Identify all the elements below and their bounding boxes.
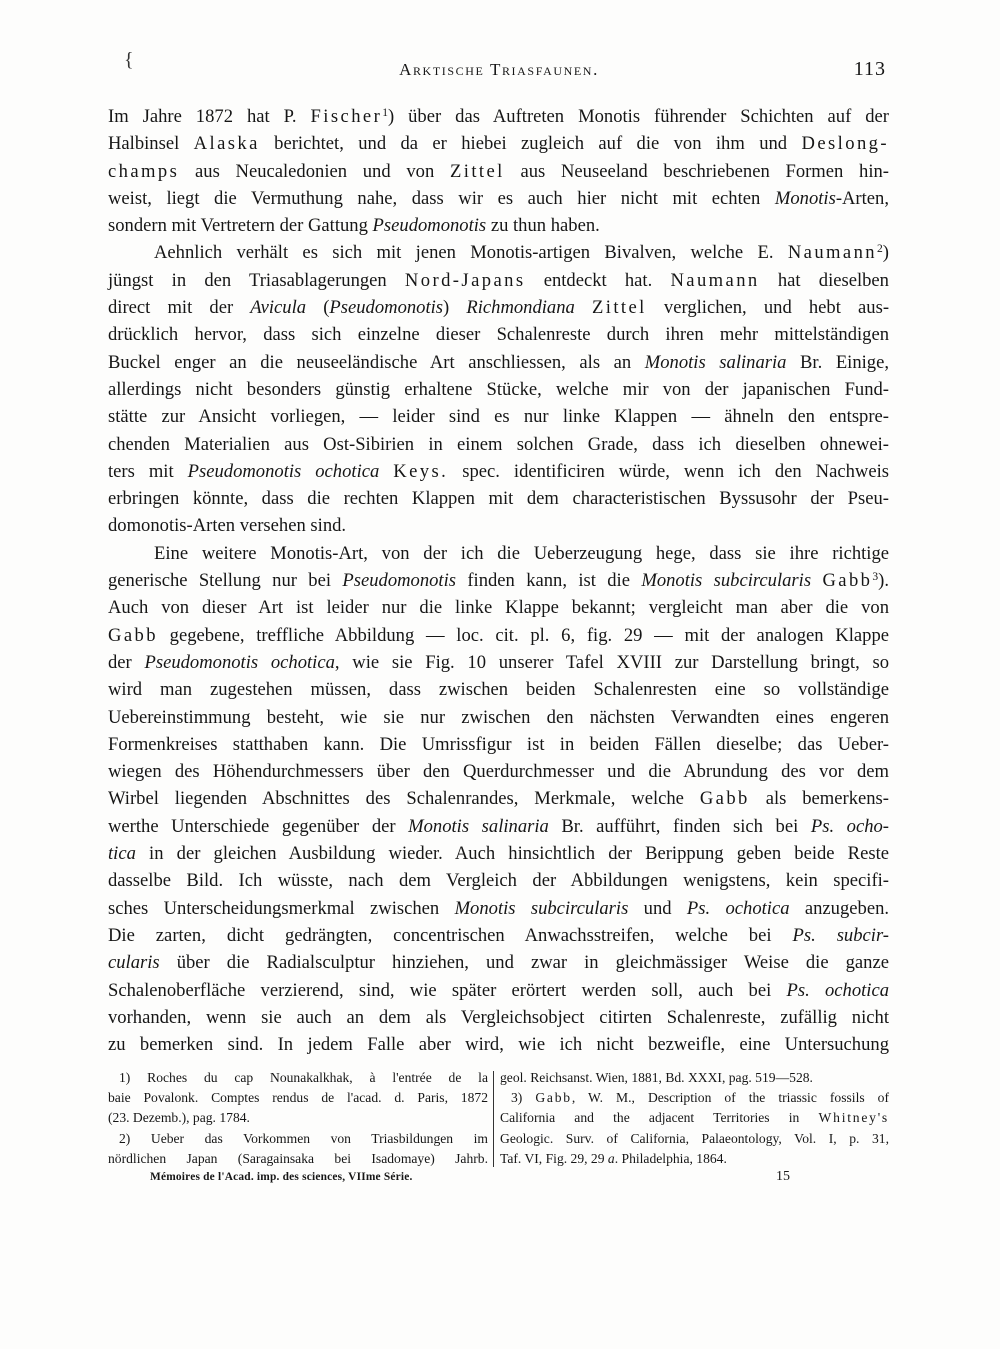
text-run: allerdings nicht besonders günstig erhaltene Stücke, welche mir von der japanischen Fund- [108, 378, 889, 400]
body-line [108, 785, 889, 812]
body-line [108, 376, 889, 403]
italic-term: Avicula [250, 297, 307, 319]
spaced-name: Gabb [108, 624, 158, 646]
text-run: als bemerkens- [749, 788, 889, 810]
text-run: sondern mit Vertretern der Gattung [108, 215, 373, 237]
spaced-name: Nord-Japans [404, 269, 526, 291]
text-run: werthe Unterschiede gegenüber der [108, 815, 409, 837]
footnote-line [108, 1088, 488, 1108]
text-run [575, 297, 592, 318]
text-run: Br. Einige, [786, 351, 890, 373]
body-line [108, 431, 889, 458]
text-run: entdeckt hat. [525, 269, 671, 291]
body-line [108, 676, 889, 703]
spaced-name: Gabb [822, 570, 873, 592]
text-run: Die zarten, dicht gedrängten, concentrischen Anwachsstreifen, welche bei [108, 924, 793, 946]
text-run: Im Jahre 1872 hat P. [108, 106, 311, 127]
text-run: ) über das Auftreten Monotis führender Schichten auf der [387, 106, 889, 127]
spaced-name: Gabb [699, 788, 750, 810]
body-line [108, 185, 889, 212]
body-line [108, 895, 889, 922]
body-line [108, 977, 889, 1004]
italic-term: Ps. subcir- [792, 924, 889, 946]
text-run: ) [443, 297, 467, 319]
body-line [108, 403, 889, 430]
spaced-name: Zittel [449, 160, 505, 182]
text-run: 3) [511, 1090, 536, 1106]
text-run: generische Stellung nur bei [108, 570, 343, 592]
body-line [108, 867, 889, 894]
text-run: 1) Roches du cap Nounakalkhak, à l'entrée de la [119, 1070, 488, 1085]
spaced-name: Naumann [670, 269, 760, 291]
text-run: verglichen, und hebt aus- [646, 297, 890, 319]
italic-term: Ps. ochotica [686, 897, 790, 919]
text-run: zu thun haben. [486, 215, 600, 237]
body-line [108, 731, 889, 758]
body-line [108, 103, 889, 130]
footnote-line [500, 1149, 889, 1169]
text-run: California and the adjacent Territories in [500, 1110, 819, 1126]
body-line [108, 840, 889, 867]
spaced-name: Fischer [310, 106, 383, 127]
text-run: erbringen könnte, dass die rechten Klappen mit dem characteristischen Byssusohr der Pseu- [108, 488, 889, 510]
italic-term: cularis [108, 952, 160, 974]
spaced-name: Keys. [393, 460, 449, 482]
text-run: spec. identificiren würde, wenn ich den Nachweis [448, 460, 889, 482]
text-run: baie Povalonk. Comptes rendus de l'acad. d. Paris, 1872 [108, 1090, 488, 1106]
italic-term: Monotis subcircularis [454, 897, 629, 919]
italic-term: Pseudomonotis [329, 297, 444, 319]
page-number: 113 [853, 58, 886, 80]
text-run: weist, liegt die Vermuthung nahe, dass wir es auch hier nicht mit echten [108, 187, 775, 209]
italic-term: Pseudomonotis [342, 570, 456, 592]
text-run: , W. M., Description of the triassic fossils of [571, 1090, 889, 1106]
italic-term: Monotis salinaria [644, 351, 787, 373]
footnote-line [500, 1068, 889, 1088]
text-run: direct mit der [108, 297, 251, 319]
text-run: chenden Materialien aus Ost-Sibirien in einem solchen Grade, dass ich dieselben ohnewei- [108, 433, 889, 455]
text-run [811, 570, 822, 591]
body-line [108, 622, 889, 649]
italic-term: Monotis [774, 187, 836, 209]
body-line [108, 239, 889, 266]
footnote-line [108, 1129, 488, 1149]
italic-term: a [607, 1150, 615, 1166]
text-run: Auch von dieser Art ist leider nur die linke Klappe bekannt; vergleicht man aber die von [108, 597, 889, 619]
italic-term: Ps. ocho- [810, 815, 889, 837]
text-run: gegebene, treffliche Abbildung — loc. cit. pl. 6, fig. 29 — mit der analogen Klappe [157, 624, 889, 646]
margin-mark: { [124, 49, 134, 71]
spaced-name: champs [108, 160, 180, 182]
body-line [108, 567, 889, 594]
body-line [108, 130, 889, 157]
text-run: jüngst in den Triasablagerungen [108, 269, 405, 291]
body-line [108, 321, 889, 348]
signature-mark: 15 [776, 1169, 790, 1184]
text-run: Eine weitere Monotis-Art, von der ich die Ueberzeugung hege, dass sie ihre richtige [154, 542, 889, 564]
body-line [108, 813, 889, 840]
text-run: der [108, 651, 145, 673]
spaced-name: Naumann [787, 242, 878, 264]
text-run: dasselbe Bild. Ich wüsste, nach dem Vergleich der Abbildungen wenigstens, kein specifi- [108, 870, 889, 892]
body-line [108, 458, 889, 485]
footnote-column-divider [493, 1071, 494, 1167]
italic-term: Pseudomonotis ochotica [187, 460, 380, 482]
body-line [108, 949, 889, 976]
text-run: aus Neuseeland beschriebenen Formen hin- [504, 160, 889, 182]
italic-term: Pseudomonotis ochotica [144, 651, 335, 673]
text-run: Geologic. Surv. of California, Palaeontology, Vol. I, p. 31, [500, 1130, 889, 1146]
running-title: Arktische Triasfaunen. [399, 60, 599, 79]
text-run: ( [306, 297, 330, 319]
text-run: Buckel enger an die neuseeländische Art anschliessen, als an [108, 351, 645, 373]
text-run: sches Unterscheidungsmerkmal zwischen [108, 897, 455, 919]
series-imprint: Mémoires de l'Acad. imp. des sciences, VIIme Série. [150, 1171, 413, 1183]
text-run: drücklich hervor, dass sich einzelne dieser Schalenreste durch ihren mehr mittelständigen [108, 324, 889, 346]
italic-term: Richmondiana [466, 297, 575, 319]
text-run: wiegen des Höhendurchmessers über den Querdurchmesser und die Abrundung des vor dem [108, 761, 889, 783]
text-run: stätte zur Ansicht vorliegen, — leider sind es nur linke Klappen — ähneln den entspre- [108, 406, 889, 428]
text-run [379, 461, 393, 482]
text-run: hat dieselben [759, 269, 889, 291]
text-run: über die Radialsculptur hinziehen, und zwar in gleichmässiger Weise die ganze [159, 952, 889, 974]
text-run: wird man zugestehen müssen, dass zwischen beiden Schalenresten eine so vollständige [108, 679, 889, 701]
footnote-line [500, 1129, 889, 1149]
body-line [108, 267, 889, 294]
body-line [108, 294, 889, 321]
text-run: anzugeben. [789, 897, 890, 919]
text-run: geol. Reichsanst. Wien, 1881, Bd. XXXI, pag. 519—528. [500, 1070, 813, 1085]
text-run: domonotis-Arten versehen sind. [108, 515, 347, 537]
text-run: Halbinsel [108, 133, 194, 155]
text-run: Uebereinstimmung besteht, wie sie nur zwischen den nächsten Verwandten eines engeren [108, 706, 889, 728]
italic-term: Monotis subcircularis [641, 570, 812, 592]
text-run: Aehnlich verhält es sich mit jenen Monotis-artigen Bivalven, welche E. [154, 242, 788, 264]
spaced-name: Zittel [591, 297, 647, 319]
footnote-ref: 2 [877, 243, 883, 256]
spaced-name: Whitney's [818, 1110, 889, 1126]
text-run: berichtet, und da er hiebei zugleich auf die von ihm und [259, 133, 802, 155]
text-run: Br. aufführt, finden sich bei [548, 815, 811, 837]
footnote-ref: 3 [872, 570, 879, 583]
text-run: zu bemerken sind. In jedem Falle aber wird, wie ich nicht bezweifle, eine Untersuchung [108, 1034, 889, 1056]
text-run: ) [882, 242, 889, 264]
text-run: Taf. VI, Fig. 29, 29 [500, 1150, 608, 1166]
text-run: nördlichen Japan (Saragainsaka bei Isadomaye) Jahrb. [108, 1150, 488, 1166]
body-text [108, 103, 889, 1058]
text-run: Wirbel liegenden Abschnittes des Schalenrandes, Merkmale, welche [108, 788, 700, 810]
body-line [108, 158, 889, 185]
body-line [108, 212, 889, 239]
body-line [108, 512, 889, 539]
italic-term: Ps. ochotica [786, 979, 889, 1001]
text-run: Schalenoberfläche verzierend, sind, wie später erörtert werden soll, auch bei [108, 979, 787, 1001]
footnote-line [108, 1068, 488, 1088]
body-line [108, 540, 889, 567]
body-line [108, 922, 889, 949]
body-line [108, 1031, 889, 1058]
text-run: 2) Ueber das Vorkommen von Triasbildungen im [119, 1130, 488, 1146]
text-run: in der gleichen Ausbildung wieder. Auch hinsichtlich der Berippung geben beide Reste [135, 843, 889, 865]
footnote-line [500, 1088, 889, 1108]
italic-term: tica [108, 843, 136, 865]
text-run: ters mit [108, 460, 188, 482]
spaced-name: Gabb [535, 1090, 572, 1106]
body-line [108, 649, 889, 676]
text-run: aus Neucaledonien und von [179, 160, 450, 182]
body-line [108, 594, 889, 621]
footnote-column-right [500, 1068, 889, 1169]
footnote-line [500, 1108, 889, 1128]
text-run: (23. Dezemb.), pag. 1784. [108, 1110, 250, 1126]
italic-term: Pseudomonotis [372, 215, 487, 237]
body-line [108, 704, 889, 731]
body-line [108, 1004, 889, 1031]
text-run: vorhanden, wenn sie auch an dem als Vergleichsobject citirten Schalenreste, zufällig nicht [108, 1006, 889, 1028]
text-run: finden kann, ist die [456, 570, 642, 592]
body-line [108, 758, 889, 785]
footnote-ref: 1 [382, 106, 388, 119]
footnote-line [108, 1108, 488, 1128]
footnote-line [108, 1149, 488, 1169]
italic-term: Monotis salinaria [408, 815, 549, 837]
text-run: ). [878, 570, 889, 592]
text-run: Formenkreises statthaben kann. Die Umrissfigur ist in beiden Fällen dieselbe; das Ueber- [108, 733, 889, 755]
text-run: und [628, 897, 687, 919]
body-line [108, 349, 889, 376]
text-run: -Arten, [835, 187, 889, 209]
text-run: , wie sie Fig. 10 unserer Tafel XVIII zur Darstellung bringt, so [334, 651, 890, 673]
body-line [108, 485, 889, 512]
spaced-name: Alaska [193, 133, 260, 155]
footnote-column-left [108, 1068, 488, 1169]
spaced-name: Deslong- [801, 133, 889, 155]
text-run: . Philadelphia, 1864. [614, 1150, 727, 1166]
